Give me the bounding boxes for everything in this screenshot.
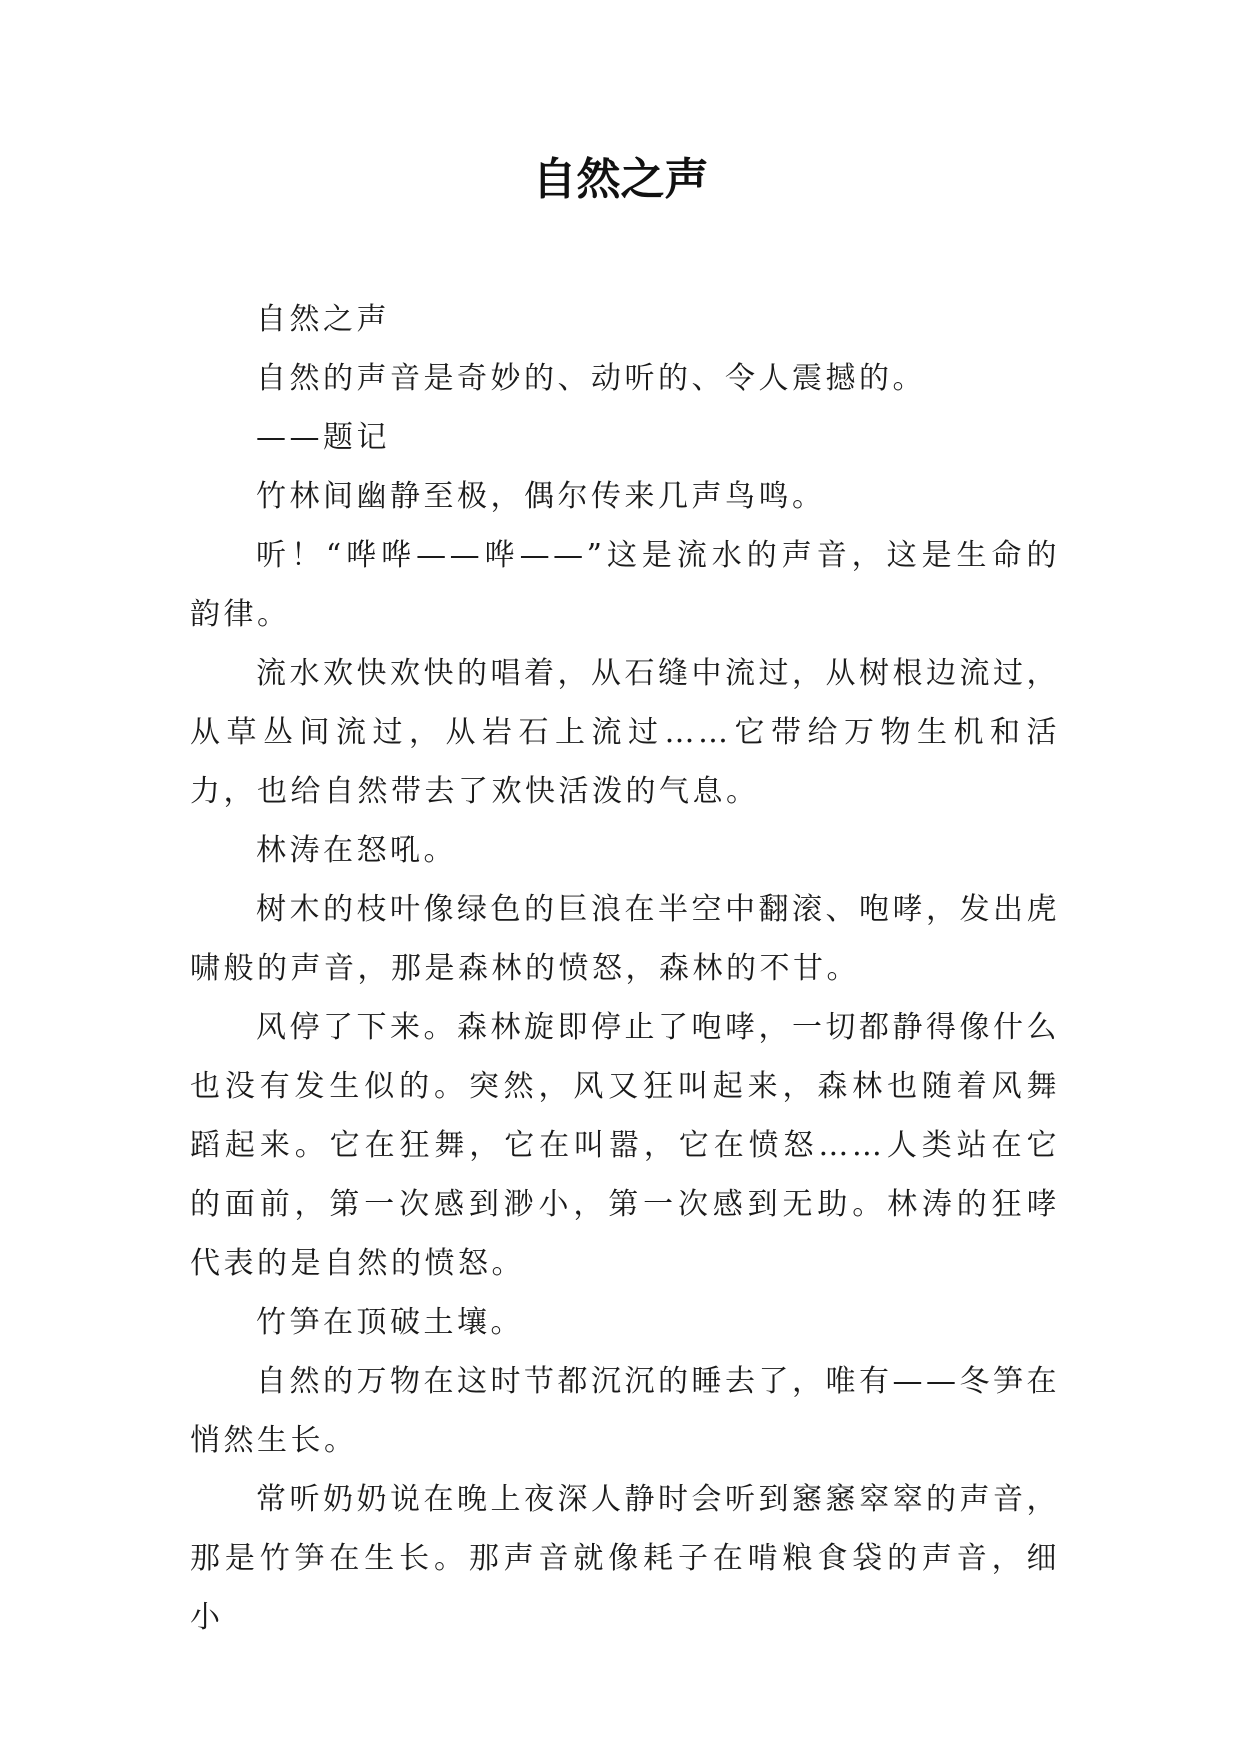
paragraph: ——题记 — [256, 420, 390, 455]
paragraph: 自然之声 — [256, 302, 390, 337]
paragraph: 林涛在怒吼。 — [256, 833, 457, 868]
paragraph: 竹林间幽静至极，偶尔传来几声鸟鸣。 — [256, 479, 826, 514]
paragraph: 自然的声音是奇妙的、动听的、令人震撼的。 — [256, 361, 926, 396]
document-title: 自然之声 — [532, 154, 709, 205]
paragraph: 流水欢快欢快的唱着，从石缝中流过，从树根边流过，从草丛间流过，从岩石上流过……它带给万物生机和活力，也给自然带去了欢快活泼的气息。 — [190, 656, 1060, 809]
paragraph: 树木的枝叶像绿色的巨浪在半空中翻滚、咆哮，发出虎啸般的声音，那是森林的愤怒，森林的不甘。 — [190, 892, 1060, 986]
paragraph: 竹笋在顶破土壤。 — [256, 1305, 524, 1340]
paragraph: 自然的万物在这时节都沉沉的睡去了，唯有——冬笋在悄然生长。 — [190, 1364, 1060, 1458]
document-body — [190, 290, 1060, 1647]
paragraph: 风停了下来。森林旋即停止了咆哮，一切都静得像什么也没有发生似的。突然，风又狂叫起来，森林也随着风舞蹈起来。它在狂舞，它在叫嚣，它在愤怒……人类站在它的面前，第一次感到渺小，第一次感到无助。林涛的狂哮代表的是自然的愤怒。 — [190, 1010, 1060, 1281]
paragraph: 听！“哗哗——哗——”这是流水的声音，这是生命的韵律。 — [190, 538, 1060, 632]
paragraph: 常听奶奶说在晚上夜深人静时会听到窸窸窣窣的声音，那是竹笋在生长。那声音就像耗子在啃粮食袋的声音，细小 — [190, 1482, 1060, 1635]
